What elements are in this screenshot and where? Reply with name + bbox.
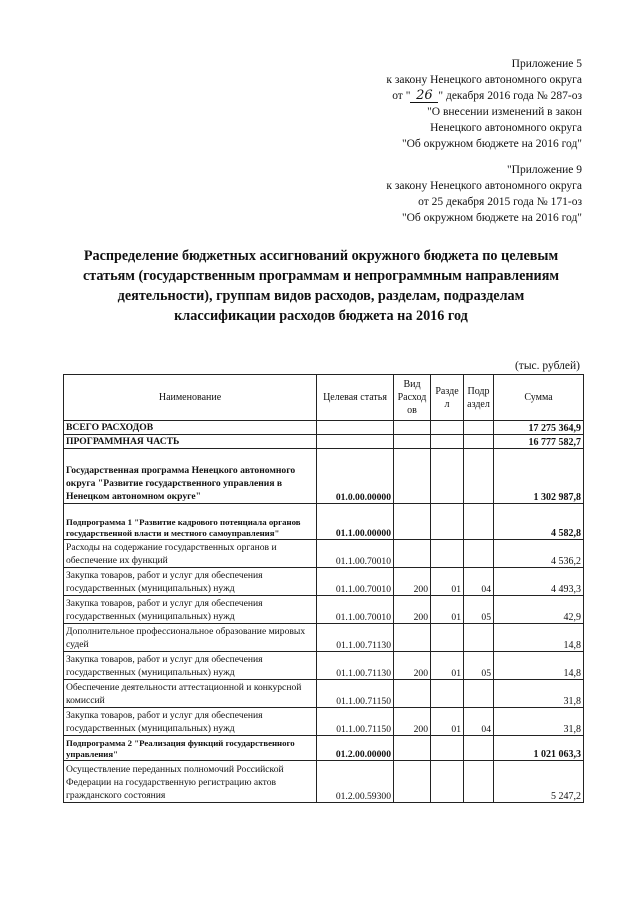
table-row xyxy=(64,540,584,568)
row-section xyxy=(431,624,464,652)
row-sum: 4 536,2 xyxy=(494,540,584,568)
row-subsection xyxy=(464,504,494,540)
annex-current-line6: "Об окружном бюджете на 2016 год" xyxy=(401,138,582,150)
row-kind xyxy=(394,680,431,708)
row-name: Дополнительное профессиональное образование мировых судей xyxy=(64,624,317,652)
row-code: 01.2.00.59300 xyxy=(317,761,394,803)
row-subsection: 05 xyxy=(464,596,494,624)
row-code: 01.1.00.70010 xyxy=(317,596,394,624)
table-header-row xyxy=(64,375,584,421)
row-section xyxy=(431,540,464,568)
title-line1: Распределение бюджетных ассигнований окружного бюджета по целевым xyxy=(83,248,559,264)
row-section xyxy=(431,761,464,803)
row-sum: 1 021 063,3 xyxy=(494,736,584,761)
row-name: ПРОГРАММНАЯ ЧАСТЬ xyxy=(64,435,317,449)
budget-table xyxy=(63,374,584,803)
row-name: ВСЕГО РАСХОДОВ xyxy=(64,421,317,435)
row-sum: 31,8 xyxy=(494,680,584,708)
table-row xyxy=(64,504,584,540)
row-name: Закупка товаров, работ и услуг для обеспечения государственных (муниципальных) нужд xyxy=(64,652,317,680)
row-subsection xyxy=(464,421,494,435)
row-section xyxy=(431,736,464,761)
annex-current-line1: Приложение 5 xyxy=(511,58,582,70)
table-row xyxy=(64,736,584,761)
row-kind xyxy=(394,504,431,540)
row-subsection xyxy=(464,449,494,504)
row-subsection xyxy=(464,435,494,449)
row-section: 01 xyxy=(431,708,464,736)
row-sum: 42,9 xyxy=(494,596,584,624)
row-kind: 200 xyxy=(394,652,431,680)
row-kind xyxy=(394,761,431,803)
row-code: 01.1.00.71150 xyxy=(317,708,394,736)
row-kind xyxy=(394,736,431,761)
row-name: Закупка товаров, работ и услуг для обеспечения государственных (муниципальных) нужд xyxy=(64,596,317,624)
header-name: Наименование xyxy=(64,375,317,421)
row-code: 01.1.00.71130 xyxy=(317,652,394,680)
row-section xyxy=(431,435,464,449)
row-kind xyxy=(394,435,431,449)
document-title xyxy=(60,246,582,326)
annex-current-line2: к закону Ненецкого автономного округа xyxy=(386,74,582,86)
row-code: 01.1.00.00000 xyxy=(317,504,394,540)
row-sum: 1 302 987,8 xyxy=(494,449,584,504)
row-sum: 4 493,3 xyxy=(494,568,584,596)
table-row xyxy=(64,596,584,624)
title-line3: деятельности), группам видов расходов, разделам, подразделам xyxy=(117,288,525,304)
row-subsection xyxy=(464,540,494,568)
row-kind xyxy=(394,449,431,504)
row-subsection xyxy=(464,761,494,803)
table-row xyxy=(64,421,584,435)
row-subsection: 05 xyxy=(464,652,494,680)
row-sum: 5 247,2 xyxy=(494,761,584,803)
annex-current-header xyxy=(386,56,582,152)
row-subsection xyxy=(464,736,494,761)
row-name: Закупка товаров, работ и услуг для обеспечения государственных (муниципальных) нужд xyxy=(64,568,317,596)
annex-current-line5: Ненецкого автономного округа xyxy=(430,122,582,134)
row-name: Обеспечение деятельности аттестационной и конкурсной комиссий xyxy=(64,680,317,708)
table-row xyxy=(64,568,584,596)
table-row xyxy=(64,435,584,449)
annex-current-line3 xyxy=(386,88,582,104)
row-sum: 31,8 xyxy=(494,708,584,736)
row-name: Расходы на содержание государственных органов и обеспечение их функций xyxy=(64,540,317,568)
annex-original-line4: "Об окружном бюджете на 2016 год" xyxy=(401,212,582,224)
row-sum: 14,8 xyxy=(494,652,584,680)
row-sum: 4 582,8 xyxy=(494,504,584,540)
row-kind: 200 xyxy=(394,596,431,624)
title-line2: статьям (государственным программам и непрограммным направлениям xyxy=(82,268,560,284)
header-section: Разде л xyxy=(431,375,464,421)
row-kind xyxy=(394,421,431,435)
row-code: 01.1.00.71130 xyxy=(317,624,394,652)
title-line4: классификации расходов бюджета на 2016 год xyxy=(174,308,468,324)
header-target: Целевая статья xyxy=(317,375,394,421)
row-code: 01.2.00.00000 xyxy=(317,736,394,761)
row-code: 01.1.00.71150 xyxy=(317,680,394,708)
row-sum: 16 777 582,7 xyxy=(494,435,584,449)
row-name: Государственная программа Ненецкого автономного округа "Развитие государственного управления в Ненецком автономном округе" xyxy=(64,449,317,504)
row-kind xyxy=(394,624,431,652)
row-subsection xyxy=(464,680,494,708)
unit-label: (тыс. рублей) xyxy=(514,360,580,372)
header-kind: Вид Расход ов xyxy=(394,375,431,421)
header-sum: Сумма xyxy=(494,375,584,421)
table-row xyxy=(64,680,584,708)
row-code: 01.1.00.70010 xyxy=(317,568,394,596)
row-section xyxy=(431,680,464,708)
table-row xyxy=(64,652,584,680)
row-section xyxy=(431,504,464,540)
table-row xyxy=(64,449,584,504)
row-section: 01 xyxy=(431,568,464,596)
table-row xyxy=(64,624,584,652)
row-name: Осуществление переданных полномочий Российской Федерации на государственную регистрацию актов гражданского состояния xyxy=(64,761,317,803)
row-subsection: 04 xyxy=(464,708,494,736)
annex-original-header xyxy=(386,162,582,226)
row-section: 01 xyxy=(431,652,464,680)
table-row xyxy=(64,708,584,736)
header-subsection: Подр аздел xyxy=(464,375,494,421)
row-kind: 200 xyxy=(394,568,431,596)
annex-date-suffix: " декабря 2016 года № 287-оз xyxy=(438,90,582,102)
row-code xyxy=(317,435,394,449)
row-kind: 200 xyxy=(394,708,431,736)
table-row xyxy=(64,761,584,803)
annex-current-line4: "О внесении изменений в закон xyxy=(427,106,582,118)
row-section xyxy=(431,421,464,435)
row-section: 01 xyxy=(431,596,464,624)
row-subsection xyxy=(464,624,494,652)
row-sum: 14,8 xyxy=(494,624,584,652)
annex-original-line2: к закону Ненецкого автономного округа xyxy=(386,180,582,192)
row-name: Подпрограмма 2 "Реализация функций государственного управления" xyxy=(64,736,317,761)
row-section xyxy=(431,449,464,504)
handwritten-day: 26 xyxy=(410,90,438,103)
row-name: Закупка товаров, работ и услуг для обеспечения государственных (муниципальных) нужд xyxy=(64,708,317,736)
row-name: Подпрограмма 1 "Развитие кадрового потенциала органов государственной власти и местного самоуправления" xyxy=(64,504,317,540)
row-code: 01.0.00.00000 xyxy=(317,449,394,504)
annex-original-line3: от 25 декабря 2015 года № 171-оз xyxy=(418,196,582,208)
annex-date-prefix: от " xyxy=(392,90,411,102)
annex-original-line1: "Приложение 9 xyxy=(506,164,582,176)
row-subsection: 04 xyxy=(464,568,494,596)
row-code: 01.1.00.70010 xyxy=(317,540,394,568)
row-sum: 17 275 364,9 xyxy=(494,421,584,435)
row-kind xyxy=(394,540,431,568)
row-code xyxy=(317,421,394,435)
